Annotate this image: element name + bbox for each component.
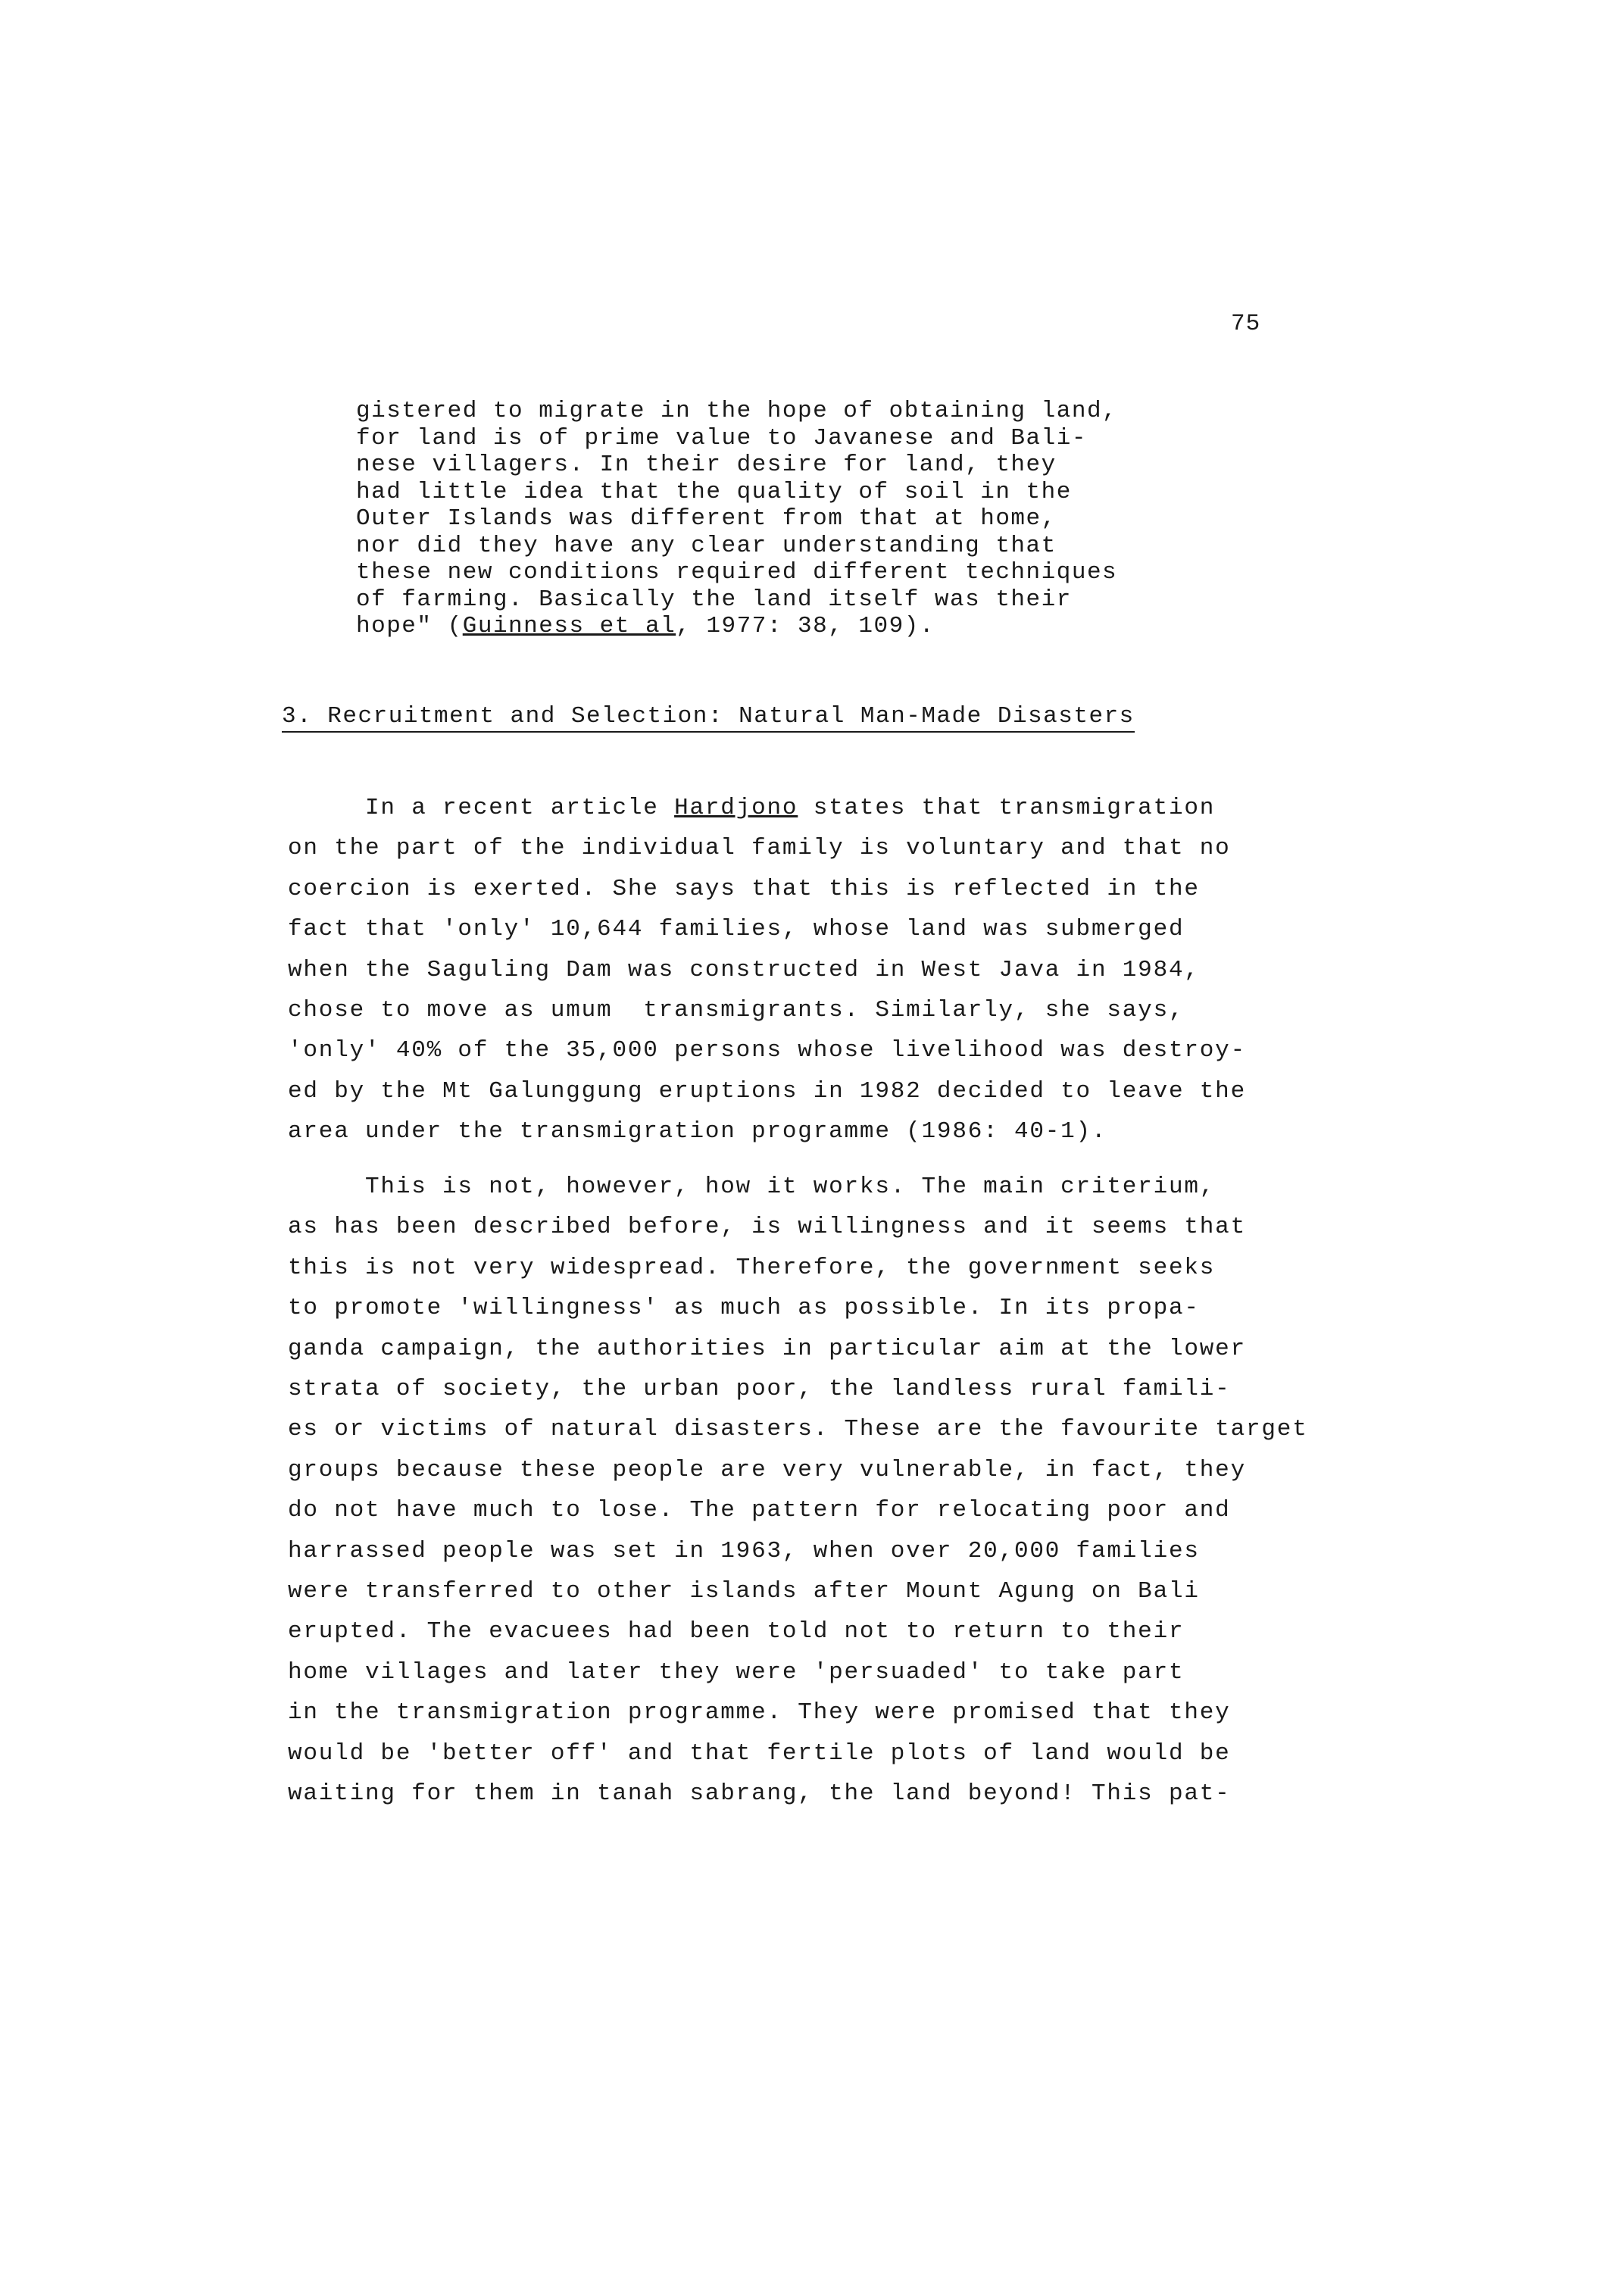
paragraph-line: in the transmigration programme. They were promised that they xyxy=(288,1699,1231,1727)
paragraph-2 xyxy=(288,1167,1310,1814)
paragraph-line: on the part of the individual family is voluntary and that no xyxy=(288,835,1231,862)
quote-line-citation xyxy=(356,613,1295,640)
quote-line: these new conditions required different techniques xyxy=(356,559,1118,586)
paragraph-line: do not have much to lose. The pattern for relocating poor and xyxy=(288,1497,1231,1524)
para1-intro: In a recent article xyxy=(288,795,675,821)
paragraph-line: area under the transmigration programme (1986: 40-1). xyxy=(288,1118,1107,1146)
paragraph-line: es or victims of natural disasters. These are the favourite target xyxy=(288,1416,1308,1443)
quote-line: had little idea that the quality of soil in the xyxy=(356,478,1072,505)
paragraph-line: This is not, however, how it works. The main criterium, xyxy=(288,1174,1216,1200)
quote-line: for land is of prime value to Javanese and Bali- xyxy=(356,424,1087,452)
paragraph-line: to promote 'willingness' as much as possible. In its propa- xyxy=(288,1295,1200,1322)
paragraph-line: 'only' 40% of the 35,000 persons whose livelihood was destroy- xyxy=(288,1037,1246,1064)
paragraph-line: coercion is exerted. She says that this is reflected in the xyxy=(288,875,1200,902)
quote-line: Outer Islands was different from that at home, xyxy=(356,505,1057,532)
citation-author: Guinness et al xyxy=(462,613,676,639)
paragraph-line: waiting for them in tanah sabrang, the land beyond! This pat- xyxy=(288,1780,1231,1808)
paragraph-line: erupted. The evacuees had been told not to return to their xyxy=(288,1618,1185,1646)
quote-line: nor did they have any clear understanding that xyxy=(356,532,1057,559)
section-heading: 3. Recruitment and Selection: Natural Man-Made Disasters xyxy=(282,703,1135,733)
para1-intro-rest: states that transmigration xyxy=(798,795,1216,821)
page-number: 75 xyxy=(1231,311,1261,337)
paragraph-line: ed by the Mt Galunggung eruptions in 1982 decided to leave the xyxy=(288,1077,1246,1105)
paragraph-line: home villages and later they were 'persuaded' to take part xyxy=(288,1658,1185,1686)
quote-line: gistered to migrate in the hope of obtaining land, xyxy=(356,398,1118,424)
paragraph-line: strata of society, the urban poor, the landless rural famili- xyxy=(288,1376,1231,1403)
paragraph-line: were transferred to other islands after Mount Agung on Bali xyxy=(288,1578,1200,1605)
paragraph-line xyxy=(288,788,1310,828)
block-quote xyxy=(356,398,1295,640)
cited-author: Hardjono xyxy=(674,795,798,821)
quote-citation-suffix: , 1977: 38, 109). xyxy=(676,613,935,639)
paragraph-line: harrassed people was set in 1963, when over 20,000 families xyxy=(288,1537,1200,1564)
quote-line: nese villagers. In their desire for land, they xyxy=(356,452,1057,478)
paragraph-line: fact that 'only' 10,644 families, whose land was submerged xyxy=(288,916,1185,943)
quote-citation-prefix: hope" ( xyxy=(356,613,463,639)
paragraph-1 xyxy=(288,788,1310,1152)
paragraph-line: chose to move as umum transmigrants. Similarly, she says, xyxy=(288,997,1185,1024)
quote-line: of farming. Basically the land itself was their xyxy=(356,586,1072,613)
paragraph-line: this is not very widespread. Therefore, the government seeks xyxy=(288,1254,1216,1281)
paragraph-line: when the Saguling Dam was constructed in West Java in 1984, xyxy=(288,956,1200,983)
paragraph-line: as has been described before, is willingness and it seems that xyxy=(288,1214,1246,1241)
paragraph-line: ganda campaign, the authorities in particular aim at the lower xyxy=(288,1335,1246,1362)
paragraph-line: groups because these people are very vulnerable, in fact, they xyxy=(288,1456,1246,1483)
paragraph-line: would be 'better off' and that fertile plots of land would be xyxy=(288,1739,1231,1767)
